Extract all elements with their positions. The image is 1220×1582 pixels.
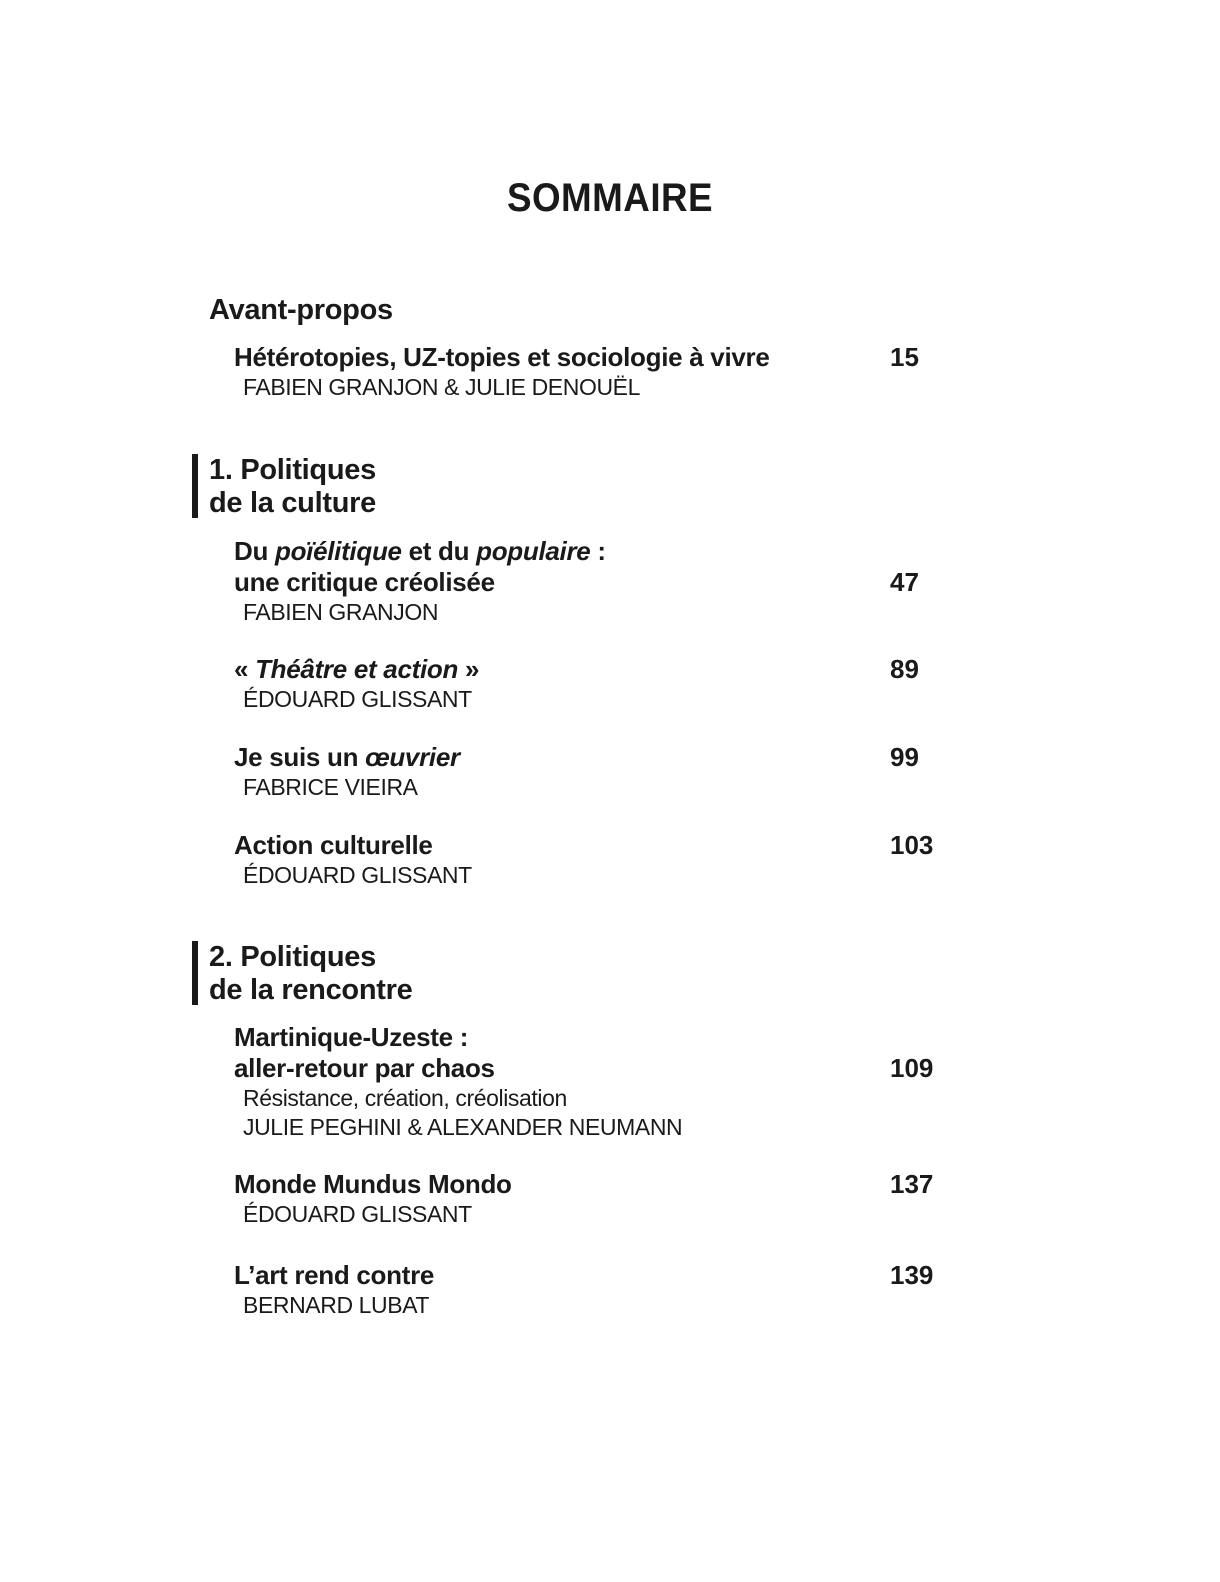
section-marker-bar: [192, 941, 198, 1005]
entry-authors: FABRICE VIEIRA: [243, 774, 418, 800]
entry-title-text: :: [590, 536, 606, 566]
entry-title-line: aller-retour par chaos: [234, 1053, 495, 1083]
entry-title: [234, 536, 954, 598]
toc-entry-action-culturelle[interactable]: [234, 830, 954, 890]
section-heading-line: 1. Politiques: [209, 454, 376, 486]
section-heading-label: Avant-propos: [209, 294, 393, 326]
section-heading-2: [209, 941, 412, 1007]
entry-authors: ÉDOUARD GLISSANT: [243, 1201, 472, 1227]
entry-title-text: et du: [401, 536, 477, 566]
entry-title: L’art rend contre: [234, 1260, 435, 1290]
entry-page-number: 137: [890, 1169, 934, 1199]
entry-authors: ÉDOUARD GLISSANT: [243, 862, 472, 888]
entry-page-number: 99: [890, 742, 919, 772]
page-title: SOMMAIRE: [506, 176, 714, 220]
entry-title-italic: Théâtre et action: [255, 654, 459, 684]
entry-authors: ÉDOUARD GLISSANT: [243, 686, 472, 712]
entry-title-text: Du: [234, 536, 275, 566]
entry-title: Action culturelle: [234, 830, 433, 860]
entry-page-number: 109: [890, 1053, 934, 1083]
entry-authors: JULIE PEGHINI & ALEXANDER NEUMANN: [243, 1114, 683, 1140]
entry-title: [234, 654, 954, 685]
entry-title-line: Martinique-Uzeste :: [234, 1022, 469, 1052]
entry-title: Monde Mundus Mondo: [234, 1169, 512, 1199]
entry-title-line: une critique créolisée: [234, 567, 495, 597]
section-heading-avant-propos: [209, 294, 393, 327]
section-heading-line: de la rencontre: [209, 974, 413, 1006]
section-marker-bar: [192, 454, 198, 518]
entry-title-italic: œuvrier: [365, 742, 460, 772]
toc-entry-art-rend-contre[interactable]: [234, 1260, 954, 1320]
entry-title-text: «: [234, 654, 256, 684]
entry-page-number: 89: [890, 654, 919, 684]
toc-entry-theatre-et-action[interactable]: [234, 654, 954, 714]
entry-title-text: Je suis un: [234, 742, 366, 772]
entry-title-text: »: [458, 654, 480, 684]
entry-page-number: 15: [890, 342, 919, 372]
entry-title-italic: populaire: [476, 536, 591, 566]
toc-entry-poielitique[interactable]: [234, 536, 954, 627]
toc-entry-oeuvrier[interactable]: [234, 742, 954, 802]
toc-entry-monde-mundus-mondo[interactable]: [234, 1169, 954, 1229]
entry-title: Hétérotopies, UZ-topies et sociologie à vivre: [234, 342, 770, 372]
entry-title-line: [234, 536, 954, 567]
toc-entry-heterotopies[interactable]: [234, 342, 954, 402]
entry-subtitle: Résistance, création, créolisation: [243, 1085, 567, 1111]
section-heading-line: de la culture: [209, 487, 376, 519]
section-heading-1: [209, 454, 376, 520]
entry-authors: BERNARD LUBAT: [243, 1292, 430, 1318]
entry-authors: FABIEN GRANJON: [243, 599, 439, 625]
entry-page-number: 103: [890, 830, 934, 860]
entry-title: [234, 1022, 954, 1084]
entry-title: [234, 742, 954, 773]
entry-page-number: 139: [890, 1260, 934, 1290]
toc-entry-martinique-uzeste[interactable]: [234, 1022, 954, 1142]
entry-page-number: 47: [890, 567, 919, 597]
entry-authors: FABIEN GRANJON & JULIE DENOUËL: [243, 374, 640, 400]
entry-title-italic: poïélitique: [274, 536, 402, 566]
section-heading-line: 2. Politiques: [209, 941, 376, 973]
